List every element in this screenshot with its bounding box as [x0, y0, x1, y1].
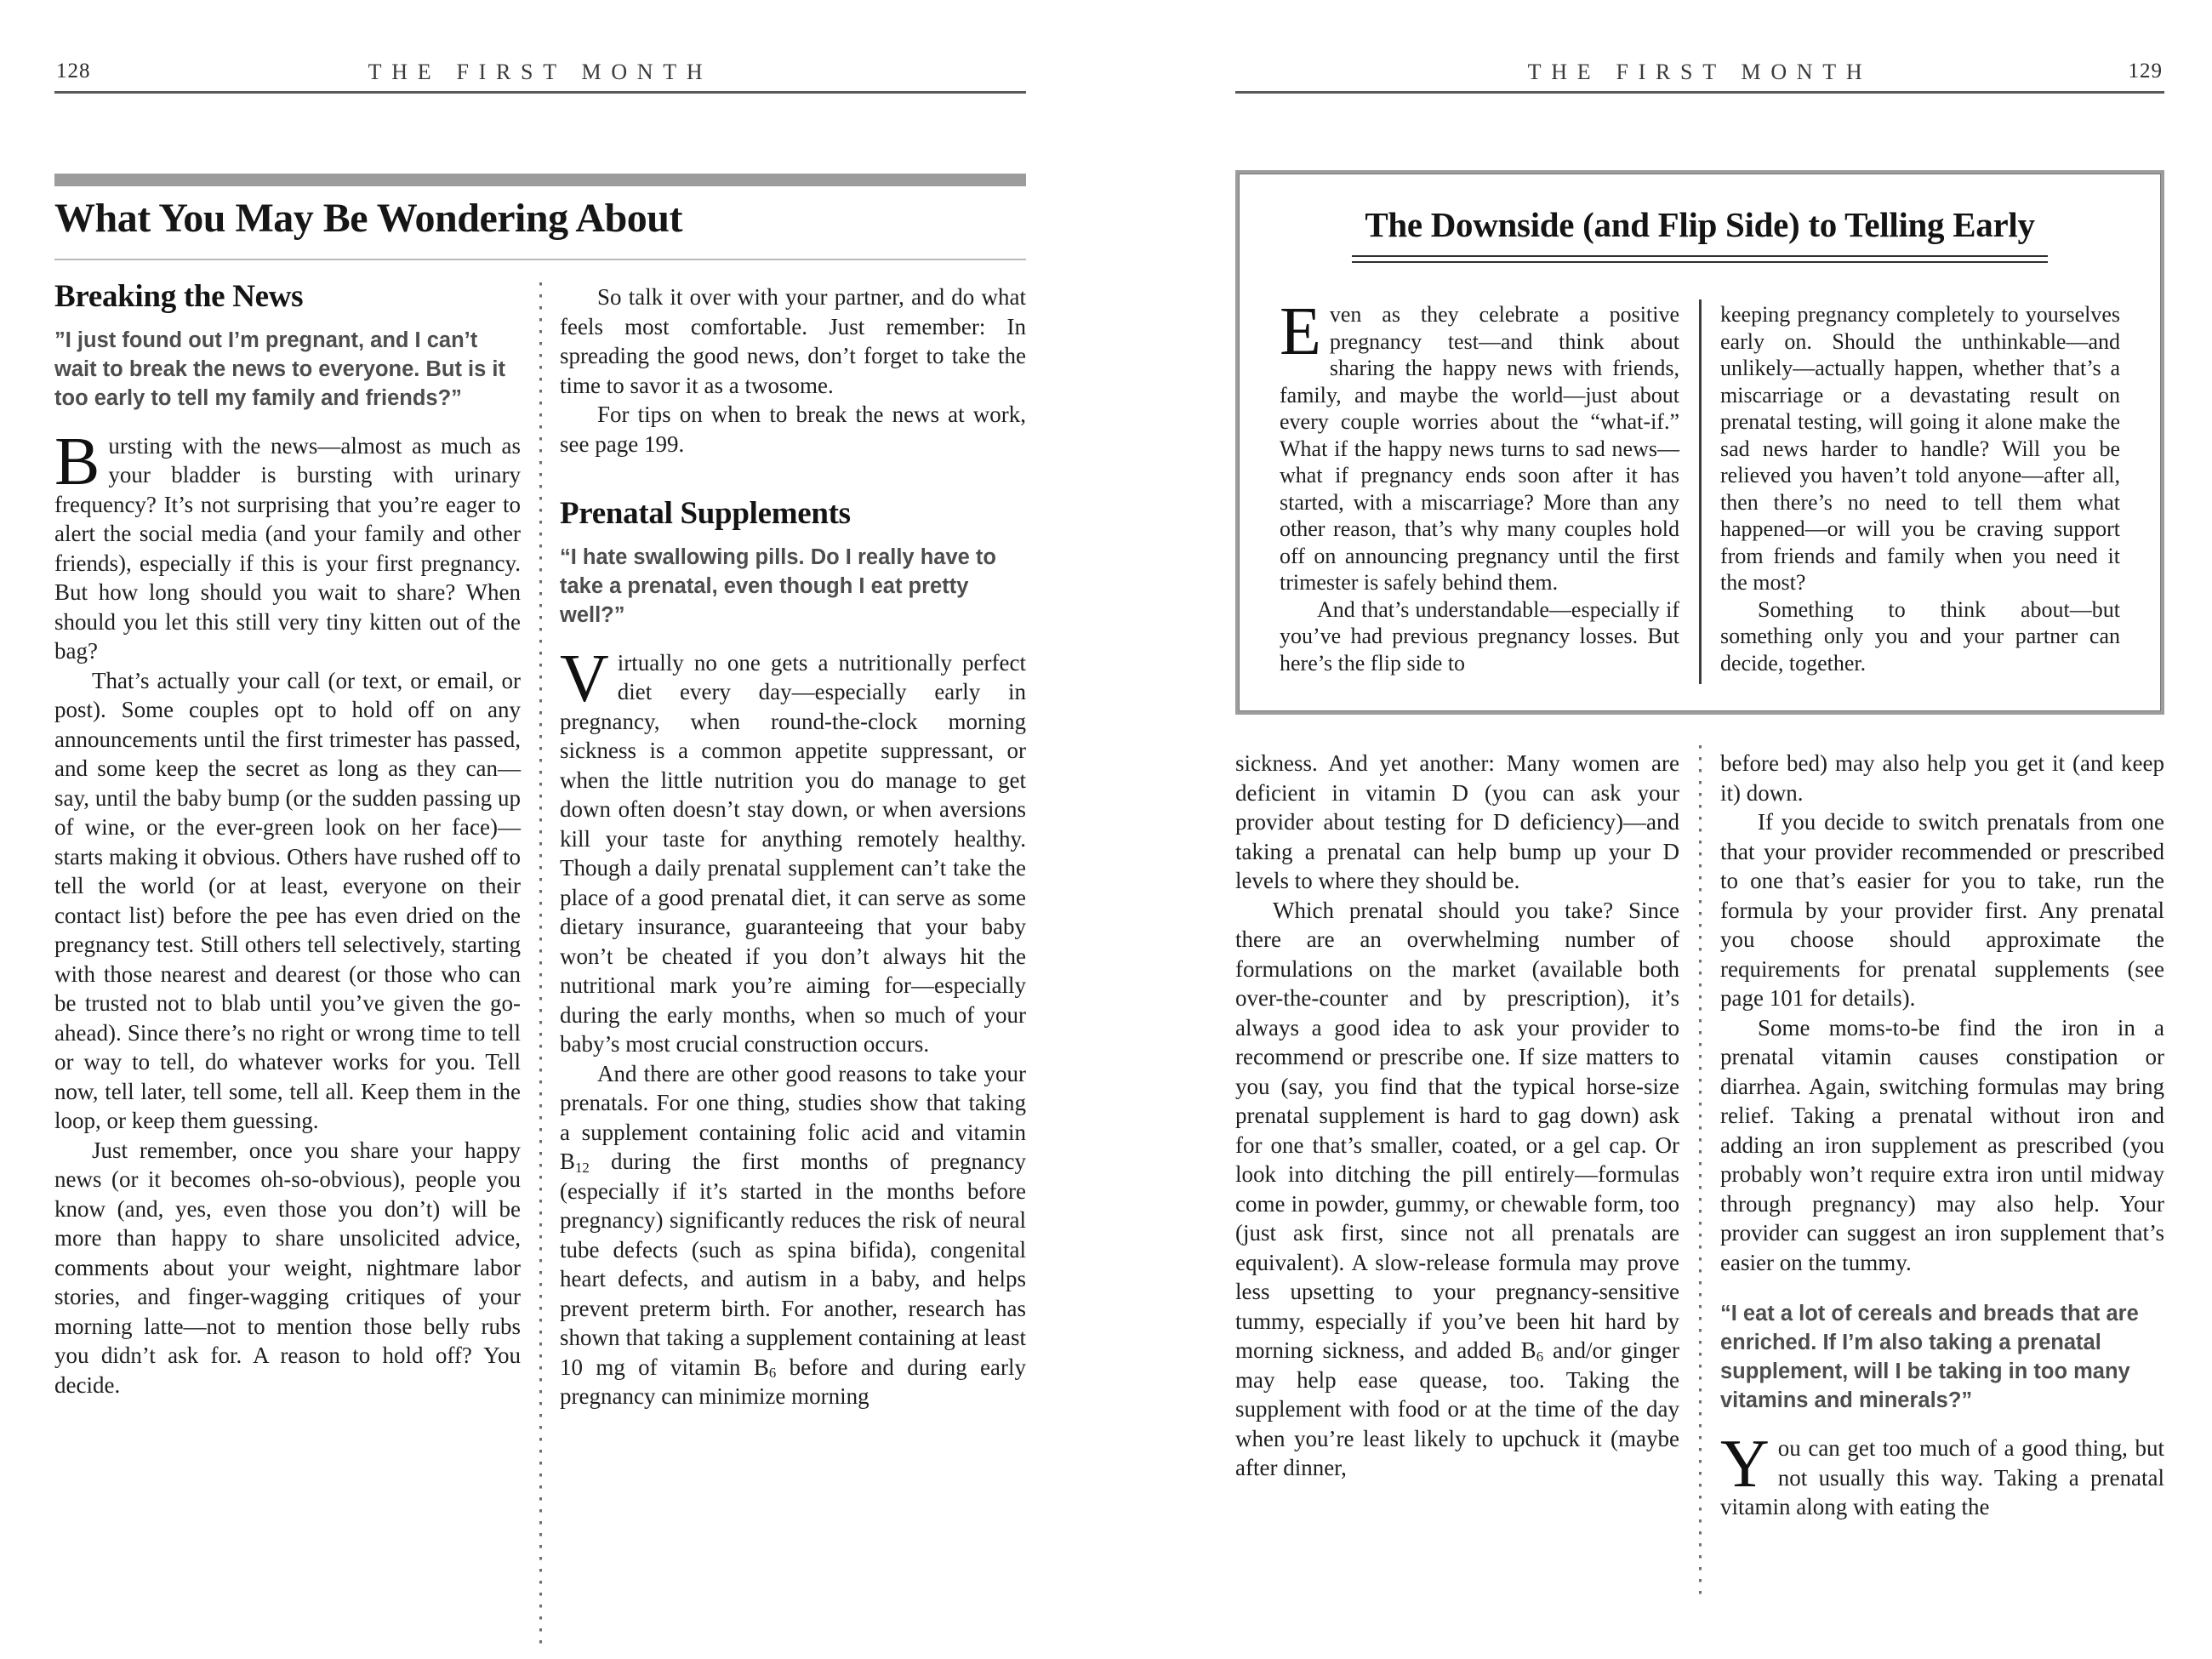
drop-cap: V: [560, 641, 609, 716]
page-number: 128: [56, 60, 91, 83]
right-page-column-2: [1720, 749, 2164, 1522]
section-title-underline: [54, 259, 1026, 260]
reader-question: ”I just found out I’m pregnant, and I can’t wait to break the news to everyone. But is it too early to tell my family and friends?”: [54, 328, 505, 410]
page-header-right: [1235, 54, 2164, 94]
box-column-divider: [1699, 299, 1702, 684]
left-page-column-2: [560, 282, 1026, 1411]
left-page-column-1: [54, 279, 521, 1400]
paragraph: keeping pregnancy completely to yourselves early on. Should the unthinkable—and unlikely—actually happen, whether that’s a miscarriage or a devastating result on prenatal testing, will going it alone make the sad news harder to handle? Will you be relieved you haven’t told anyone—after all, then there’s no need to tell them what happened—or will you be craving support from friends and family when you need it the most?: [1720, 302, 2120, 595]
box-column-2: [1720, 301, 2120, 676]
sidebar-box-telling-early: [1235, 170, 2164, 715]
running-head: THE FIRST MONTH: [368, 60, 713, 84]
paragraph: So talk it over with your partner, and do what feels most comfortable. Just remember: In spreading the good news, don’t forget to take the time to savor it as a twosome.: [560, 284, 1026, 398]
drop-cap: E: [1280, 294, 1321, 369]
page-128: [54, 54, 1026, 1409]
box-columns: [1280, 293, 2120, 691]
paragraph: Just remember, once you share your happy news (or it becomes oh-so-obvious), people you know (and, yes, even those you don’t) will be more than happy to share unsolicited advice, comments about your weight, nightmare labor stories, and finger-wagging critiques of your morning latte—not to mention those belly rubs you didn’t ask for. A reason to hold off? You decide.: [54, 1137, 521, 1398]
column-divider: [539, 282, 542, 1644]
paragraph: before bed) may also help you get it (and keep it) down.: [1720, 750, 2164, 806]
paragraph: [1235, 896, 1679, 1483]
drop-cap: B: [54, 424, 100, 499]
reader-question: “I hate swallowing pills. Do I really have to take a prenatal, even though I eat pretty well?”: [560, 544, 996, 627]
right-page-column-1: [1235, 749, 1679, 1483]
paragraph: Some moms-to-be find the iron in a prenatal vitamin causes constipation or diarrhea. Again, switching formulas may bring relief. Taking a prenatal without iron and adding an iron supplement as prescribed (you probably won’t require extra iron until midway through pregnancy) may also help. Your provider can suggest an iron supplement that’s easier on the tummy.: [1720, 1014, 2164, 1275]
drop-cap: Y: [1720, 1427, 1770, 1502]
paragraph: For tips on when to break the news at work, see page 199.: [560, 402, 1026, 457]
paragraph: [560, 1059, 1026, 1411]
section-title-bar: [54, 174, 1026, 186]
paragraph: [54, 424, 521, 666]
column-divider: [1699, 745, 1702, 1596]
page-header-left: [54, 54, 1026, 94]
vitamin-b6-subscript: 6: [768, 1365, 777, 1382]
heading-prenatal-supplements: Prenatal Supplements: [560, 496, 851, 531]
vitamin-b12-subscript: 12: [575, 1159, 590, 1176]
page-129: [1235, 54, 2164, 1519]
reader-question: “I eat a lot of cereals and breads that are enriched. If I’m also taking a prenatal supplement, will I be taking in too many vitamins and minerals?”: [1720, 1302, 2139, 1412]
paragraph-text: irtually no one gets a nutritionally perfect diet every day—especially early in pregnancy, when round-the-clock morning sickness is a common appetite suppressant, or when the little nutrition you do manage to get down often doesn’t stay down, or when aversions kill your taste for anything remotely healthy. Though a daily prenatal supplement can’t take the place of a good prenatal diet, it can serve as some dietary insurance, guaranteeing that your baby won’t be cheated if you don’t always hit the nutritional mark you’re aiming for—especially during the early months, when so much of your baby’s most crucial construction occurs.: [560, 649, 1026, 1057]
paragraph-text: Which prenatal should you take? Since there are an overwhelming number of formulations on the market (available both over-the-counter and by prescription), it’s always a good idea to ask your provider to recommend or prescribe one. If size matters to you (say, you find that the typical horse-size prenatal supplement is hard to gag down) ask for one that’s smaller, coated, or a gel cap. Or look into ditching the pill entirely—formulas come in powder, gummy, or chewable form, too (just ask first, since not all prenatals are equivalent). A slow-release formula may prove less upsetting to your pregnancy-sensitive tummy, especially if you’ve been hit hard by morning sickness, and added B: [1235, 897, 1679, 1363]
page-number: 129: [2128, 60, 2163, 83]
heading-breaking-the-news: Breaking the News: [54, 279, 304, 314]
paragraph-text: before and during early pregnancy can minimize morning: [560, 1354, 1026, 1409]
paragraph: And that’s understandable—especially if you’ve had previous pregnancy losses. But here’s the flip side to: [1280, 596, 1679, 676]
paragraph-text: And there are other good reasons to take your prenatals. For one thing, studies show that taking a supplement containing folic acid and vitamin B: [560, 1060, 1026, 1174]
section-title: What You May Be Wondering About: [54, 196, 682, 241]
paragraph-text: ursting with the news—almost as much as your bladder is bursting with urinary frequency? It’s not surprising that you’re eager to alert the social media (and your family and other friends), especially if this is your first pregnancy. But how long should you wait to share? When should you let this still very tiny kitten out of the bag?: [54, 432, 521, 664]
paragraph: That’s actually your call (or text, or email, or post). Some couples opt to hold off on any announcements until the first trimester has passed, and some keep the secret as long as they can—say, until the baby bump (or the sudden passing up of wine, or the ever-green look on her face)—starts making it obvious. Others have rushed off to tell the world (or at least, everyone on their contact list) before the pee has even dried on the pregnancy test. Still others tell selectively, starting with those nearest and dearest (or those who can be trusted not to blab until you’ve given the go-ahead). Since there’s no right or wrong time to tell or way to tell, do whatever works for you. Tell now, tell later, tell some, tell all. Keep them in the loop, or keep them guessing.: [54, 667, 521, 1133]
paragraph: [1720, 1427, 2164, 1522]
running-head: THE FIRST MONTH: [1527, 60, 1873, 84]
paragraph: If you decide to switch prenatals from one that your provider recommended or prescribed to one that’s easier for you to take, run the formula by your provider first. Any prenatal you choose should approximate the requirements for prenatal supplements (see page 101 for details).: [1720, 809, 2164, 1011]
paragraph-text: ou can get too much of a good thing, but not usually this way. Taking a prenatal vitamin along with eating the: [1720, 1435, 2164, 1519]
paragraph-text: and/or ginger may help ease quease, too. Taking the supplement with food or at the time of the day when you’re least likely to upchuck it (maybe after dinner,: [1235, 1337, 1680, 1480]
paragraph: Something to think about—but something only you and your partner can decide, together.: [1720, 596, 2120, 676]
box-title: The Downside (and Flip Side) to Telling Early: [1365, 205, 2035, 244]
paragraph: sickness. And yet another: Many women are deficient in vitamin D (you can ask your provider about testing for D deficiency)—and taking a prenatal can help bump up your D levels to where they should be.: [1235, 750, 1679, 893]
paragraph-text: ven as they celebrate a positive pregnancy test—and think about sharing the happy news with friends, family, and maybe the world—just about every couple worries about the “what-if.” What if the happy news turns to sad news—what if pregnancy ends soon after it has started, with a miscarriage? More than any other reason, that’s why many couples hold off on announcing pregnancy until the first trimester is safely behind them.: [1280, 302, 1679, 595]
box-title-double-rule: [1352, 255, 2048, 263]
paragraph-text: during the first months of pregnancy (especially if it’s started in the months before pregnancy) significantly reduces the risk of neural tube defects (such as spina bifida), congenital heart defects, and autism in a baby, and helps prevent preterm birth. For another, research has shown that taking a supplement containing at least 10 mg of vitamin B: [560, 1149, 1026, 1380]
paragraph: [560, 641, 1026, 1059]
box-column-1: [1280, 294, 1679, 676]
vitamin-b6-subscript: 6: [1536, 1348, 1544, 1365]
paragraph: [1280, 294, 1679, 596]
